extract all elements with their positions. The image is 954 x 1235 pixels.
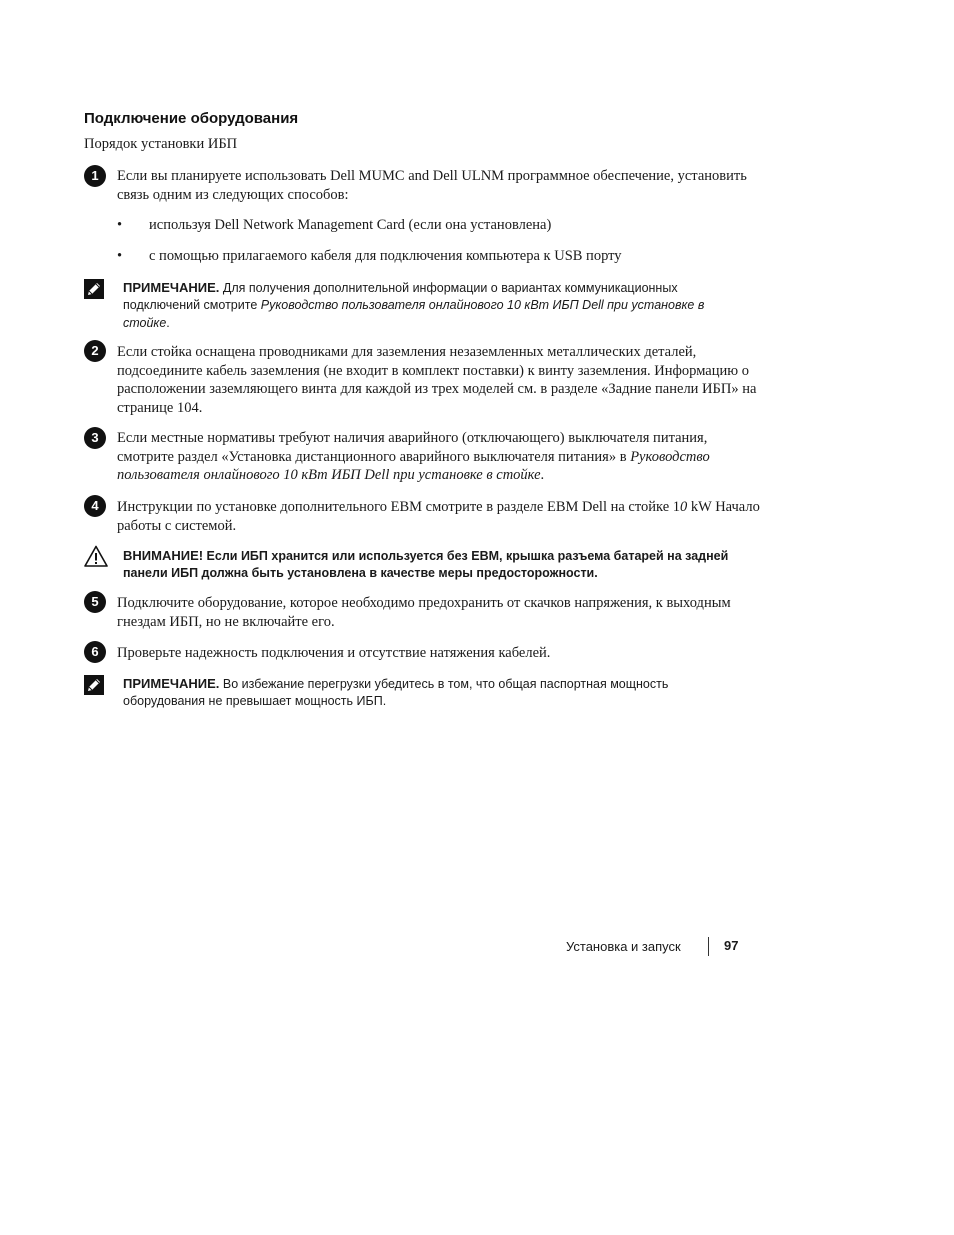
note-2: [123, 675, 748, 711]
step-text-4: [117, 498, 762, 535]
step-text-5: Подключите оборудование, которое необходимо предохранить от скачков напряжения, к выходным гнездам ИБП, но не включайте его.: [117, 595, 731, 630]
step-4-text-end: kW Начало работы с системой.: [117, 499, 760, 534]
footer-section-title: Установка и запуск: [566, 939, 681, 954]
caution: [123, 547, 748, 583]
intro-text: Порядок установки ИБП: [84, 136, 238, 152]
step-3-period: .: [540, 467, 545, 484]
note-label: ПРИМЕЧАНИЕ.: [123, 280, 220, 295]
step-text-3: [117, 429, 762, 485]
step-number-5: 5: [84, 591, 106, 613]
note-1-reference: Руководство пользователя онлайнового 10 кВт ИБП Dell при установке в стойке: [123, 298, 705, 330]
step-number-1: 1: [84, 165, 106, 187]
step-number-2: 2: [84, 340, 106, 362]
bullet-text-1: используя Dell Network Management Card (если она установлена): [149, 217, 552, 233]
note-1: [123, 279, 748, 332]
note-1-period: .: [166, 315, 170, 330]
footer-divider: [708, 937, 709, 956]
note-pencil-icon: [84, 675, 104, 695]
page-number: 97: [724, 938, 739, 953]
bullet-marker: •: [117, 217, 123, 233]
step-number-4: 4: [84, 495, 106, 517]
step-number-3: 3: [84, 427, 106, 449]
note-label: ПРИМЕЧАНИЕ.: [123, 676, 220, 691]
step-number-6: 6: [84, 641, 106, 663]
step-4-text: Инструкции по установке дополнительного EBM смотрите в разделе EBM Dell на стойке 1: [117, 499, 681, 515]
caution-label: ВНИМАНИЕ!: [123, 548, 204, 563]
note-pencil-icon: [84, 279, 104, 299]
note-1-text: Для получения дополнительной информации о вариантах коммуникационных подключений смотрите: [123, 281, 678, 313]
section-heading: Подключение оборудования: [84, 110, 299, 127]
bullet-text-2: с помощью прилагаемого кабеля для подключения компьютера к USB порту: [149, 248, 622, 264]
step-text-1: Если вы планируете использовать Dell MUMC and Dell ULNM программное обеспечение, установить связь одним из следующих способов:: [117, 168, 747, 203]
caution-triangle-icon: [84, 545, 108, 567]
caution-text: Если ИБП хранится или используется без EBM, крышка разъема батарей на задней панели ИБП должна быть установлена в качестве меры предосторожности.: [123, 549, 729, 581]
step-3-reference: Руководство пользователя онлайнового 10 кВт ИБП Dell при установке в стойке: [117, 448, 710, 484]
step-text-2: Если стойка оснащена проводниками для заземления незаземленных металлических деталей, подсоедините кабель заземления (не входит в комплект поставки) к винту заземления. Информацию о расположении заземляющего винта для каждой из трех моделей см. в разделе «Задние панели ИБП» на странице 104.: [117, 344, 757, 417]
bullet-marker: •: [117, 248, 123, 264]
step-4-italic: 0: [680, 499, 688, 515]
step-text-6: Проверьте надежность подключения и отсутствие натяжения кабелей.: [117, 645, 551, 661]
note-2-text: Во избежание перегрузки убедитесь в том, что общая паспортная мощность оборудования не превышает мощность ИБП.: [123, 677, 669, 709]
step-3-text: Если местные нормативы требуют наличия аварийного (отключающего) выключателя питания, смотрите раздел «Установка дистанционного аварийного выключателя питания» в: [117, 430, 708, 465]
